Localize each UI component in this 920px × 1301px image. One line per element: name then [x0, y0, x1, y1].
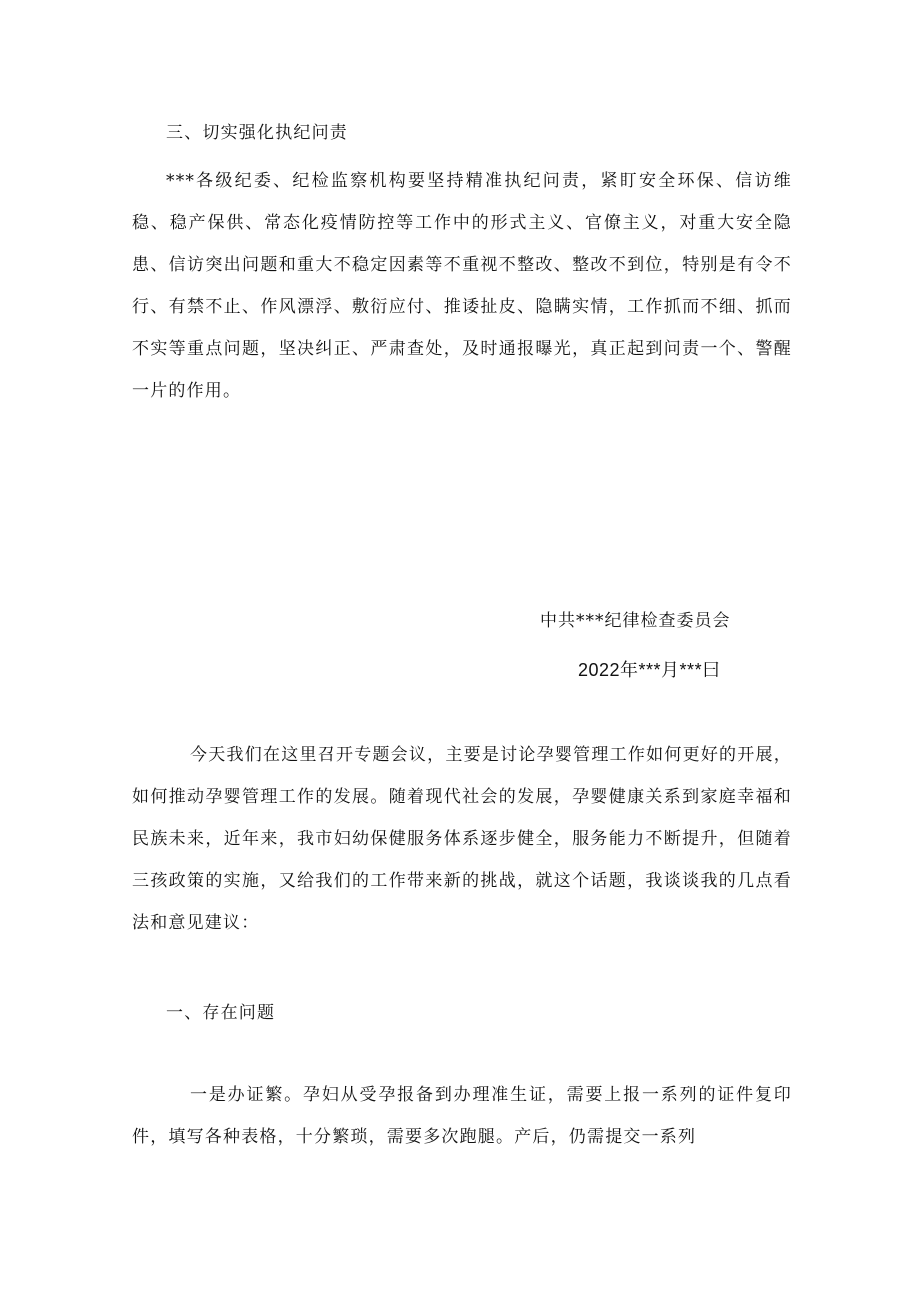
speech-intro-paragraph: 今天我们在这里召开专题会议，主要是讨论孕婴管理工作如何更好的开展，如何推动孕婴管理工作的发展。随着现代社会的发展，孕婴健康关系到家庭幸福和民族未来，近年来，我市妇幼保健服务体系逐步健全，服务能力不断提升，但随着三孩政策的实施，又给我们的工作带来新的挑战，就这个话题，我谈谈我的几点看法和意见建议： — [132, 745, 792, 933]
section-three-paragraph: ***各级纪委、纪检监察机构要坚持精准执纪问责，紧盯安全环保、信访维稳、稳产保供、常态化疫情防控等工作中的形式主义、官僚主义，对重大安全隐患、信访突出问题和重大不稳定因素等不重视不整改、整改不到位，特别是有令不行、有禁不止、作风漂浮、敷衍应付、推诿扯皮、隐瞒实情，工作抓而不细、抓而不实等重点问题，坚决纠正、严肃查处，及时通报曝光，真正起到问责一个、警醒一片的作用。 — [132, 171, 792, 401]
signature-date: 2022年***月***曰 — [578, 660, 721, 680]
section-one-heading: 一、存在问题 — [166, 1003, 276, 1023]
point-one-paragraph: 一是办证繁。孕妇从受孕报备到办理准生证，需要上报一系列的证件复印件，填写各种表格，十分繁琐，需要多次跑腿。产后，仍需提交一系列 — [132, 1085, 792, 1147]
signature-organization: 中共***纪律检查委员会 — [540, 611, 731, 631]
section-three-heading: 三、切实强化执纪问责 — [166, 123, 348, 143]
